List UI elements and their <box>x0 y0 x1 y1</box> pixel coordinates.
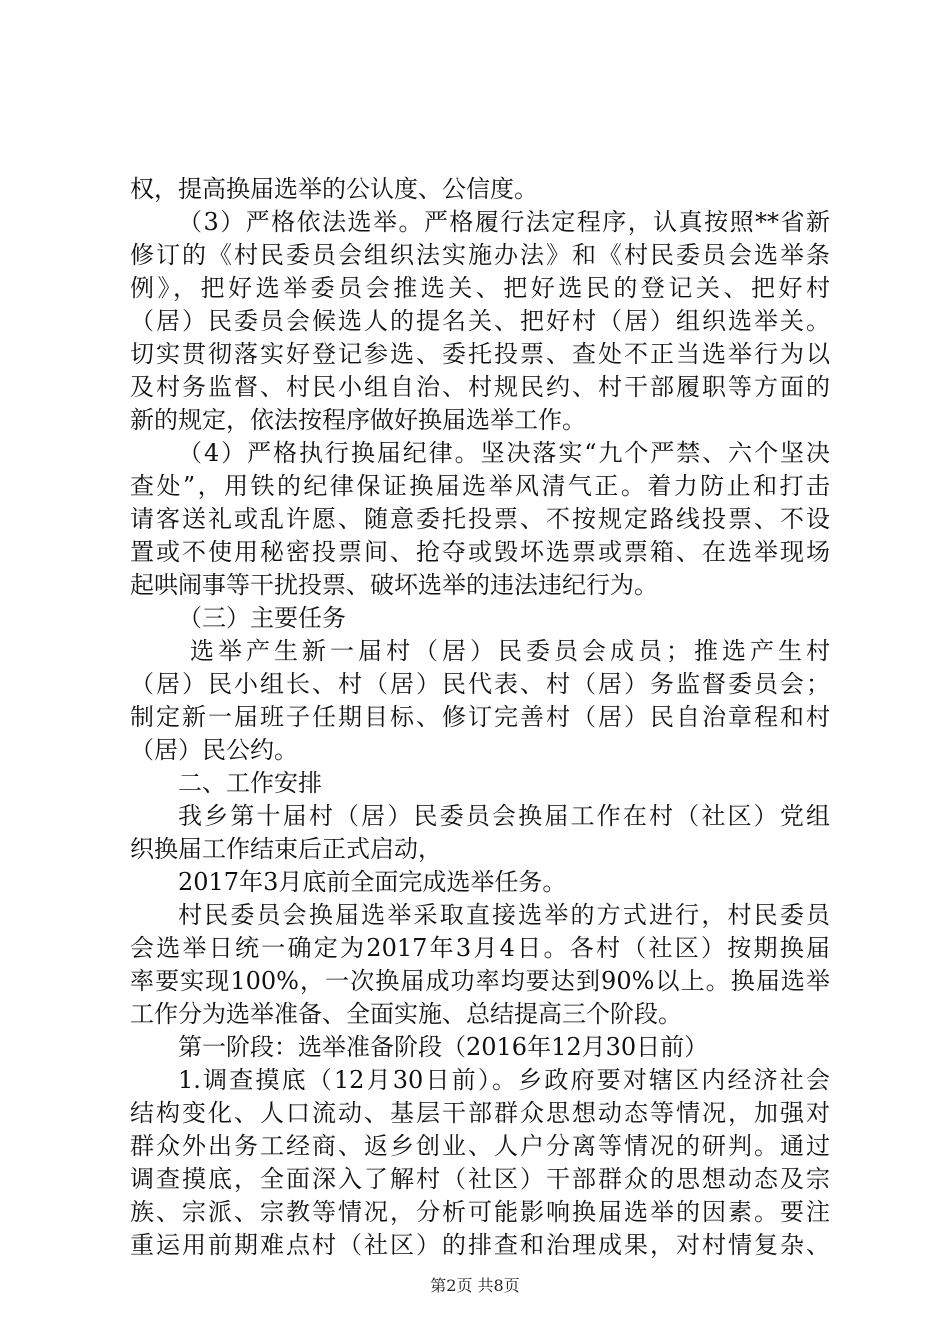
text-line: 切实贯彻落实好登记参选、委托投票、查处不正当选举行为以 <box>130 340 830 368</box>
text-line: 会选举日统一确定为2017年3月4日。各村（社区）按期换届 <box>130 934 830 962</box>
text-line: 及村务监督、村民小组自治、村规民约、村干部履职等方面的 <box>130 373 830 401</box>
text-line: 工作分为选举准备、全面实施、总结提高三个阶段。 <box>130 1000 682 1028</box>
text-line: 结构变化、人口流动、基层干部群众思想动态等情况，加强对 <box>130 1099 830 1127</box>
text-line: （3）严格依法选举。严格履行法定程序，认真按照**省新 <box>178 208 830 236</box>
text-line: 新的规定，依法按程序做好换届选举工作。 <box>130 406 586 434</box>
text-line: 置或不使用秘密投票间、抢夺或毁坏选票或票箱、在选举现场 <box>130 538 830 566</box>
text-line: 率要实现100%，一次换届成功率均要达到90%以上。换届选举 <box>130 967 830 995</box>
text-line: 群众外出务工经商、返乡创业、人户分离等情况的研判。通过 <box>130 1132 830 1160</box>
text-line: 织换届工作结束后正式启动， <box>130 835 442 863</box>
text-line: 权，提高换届选举的公认度、公信度。 <box>130 175 538 203</box>
text-line: 制定新一届班子任期目标、修订完善村（居）民自治章程和村 <box>130 703 830 731</box>
text-line: 请客送礼或乱许愿、随意委托投票、不按规定路线投票、不设 <box>130 505 830 533</box>
text-line: 族、宗派、宗教等情况，分析可能影响换届选举的因素。要注 <box>130 1198 830 1226</box>
text-line: 选举产生新一届村（居）民委员会成员；推选产生村 <box>190 637 830 665</box>
text-line: 修订的《村民委员会组织法实施办法》和《村民委员会选举条 <box>130 241 830 269</box>
text-line: 调查摸底，全面深入了解村（社区）干部群众的思想动态及宗 <box>130 1165 830 1193</box>
text-line: （居）民公约。 <box>130 736 298 764</box>
text-line: （4）严格执行换届纪律。坚决落实“九个严禁、六个坚决 <box>178 439 830 467</box>
text-line: 村民委员会换届选举采取直接选举的方式进行，村民委员 <box>178 901 830 929</box>
text-line: 1.调查摸底（12月30日前）。乡政府要对辖区内经济社会 <box>178 1066 830 1094</box>
text-line: 2017年3月底前全面完成选举任务。 <box>178 868 567 896</box>
text-line: 起哄闹事等干扰投票、破坏选举的违法违纪行为。 <box>130 571 658 599</box>
section-heading: 二、工作安排 <box>178 769 322 797</box>
text-line: 重运用前期难点村（社区）的排查和治理成果，对村情复杂、 <box>130 1231 830 1259</box>
text-line: （居）民委员会候选人的提名关、把好村（居）组织选举关。 <box>130 307 830 335</box>
page-number-footer: 第2页 共8页 <box>430 1276 520 1295</box>
text-line: （居）民小组长、村（居）民代表、村（居）务监督委员会； <box>130 670 830 698</box>
section-heading: （三）主要任务 <box>178 604 346 632</box>
text-line: 查处”，用铁的纪律保证换届选举风清气正。着力防止和打击 <box>130 472 830 500</box>
text-line: 我乡第十届村（居）民委员会换届工作在村（社区）党组 <box>178 802 830 830</box>
text-line: 例》，把好选举委员会推选关、把好选民的登记关、把好村 <box>130 274 830 302</box>
section-heading: 第一阶段：选举准备阶段（2016年12月30日前） <box>178 1033 709 1061</box>
